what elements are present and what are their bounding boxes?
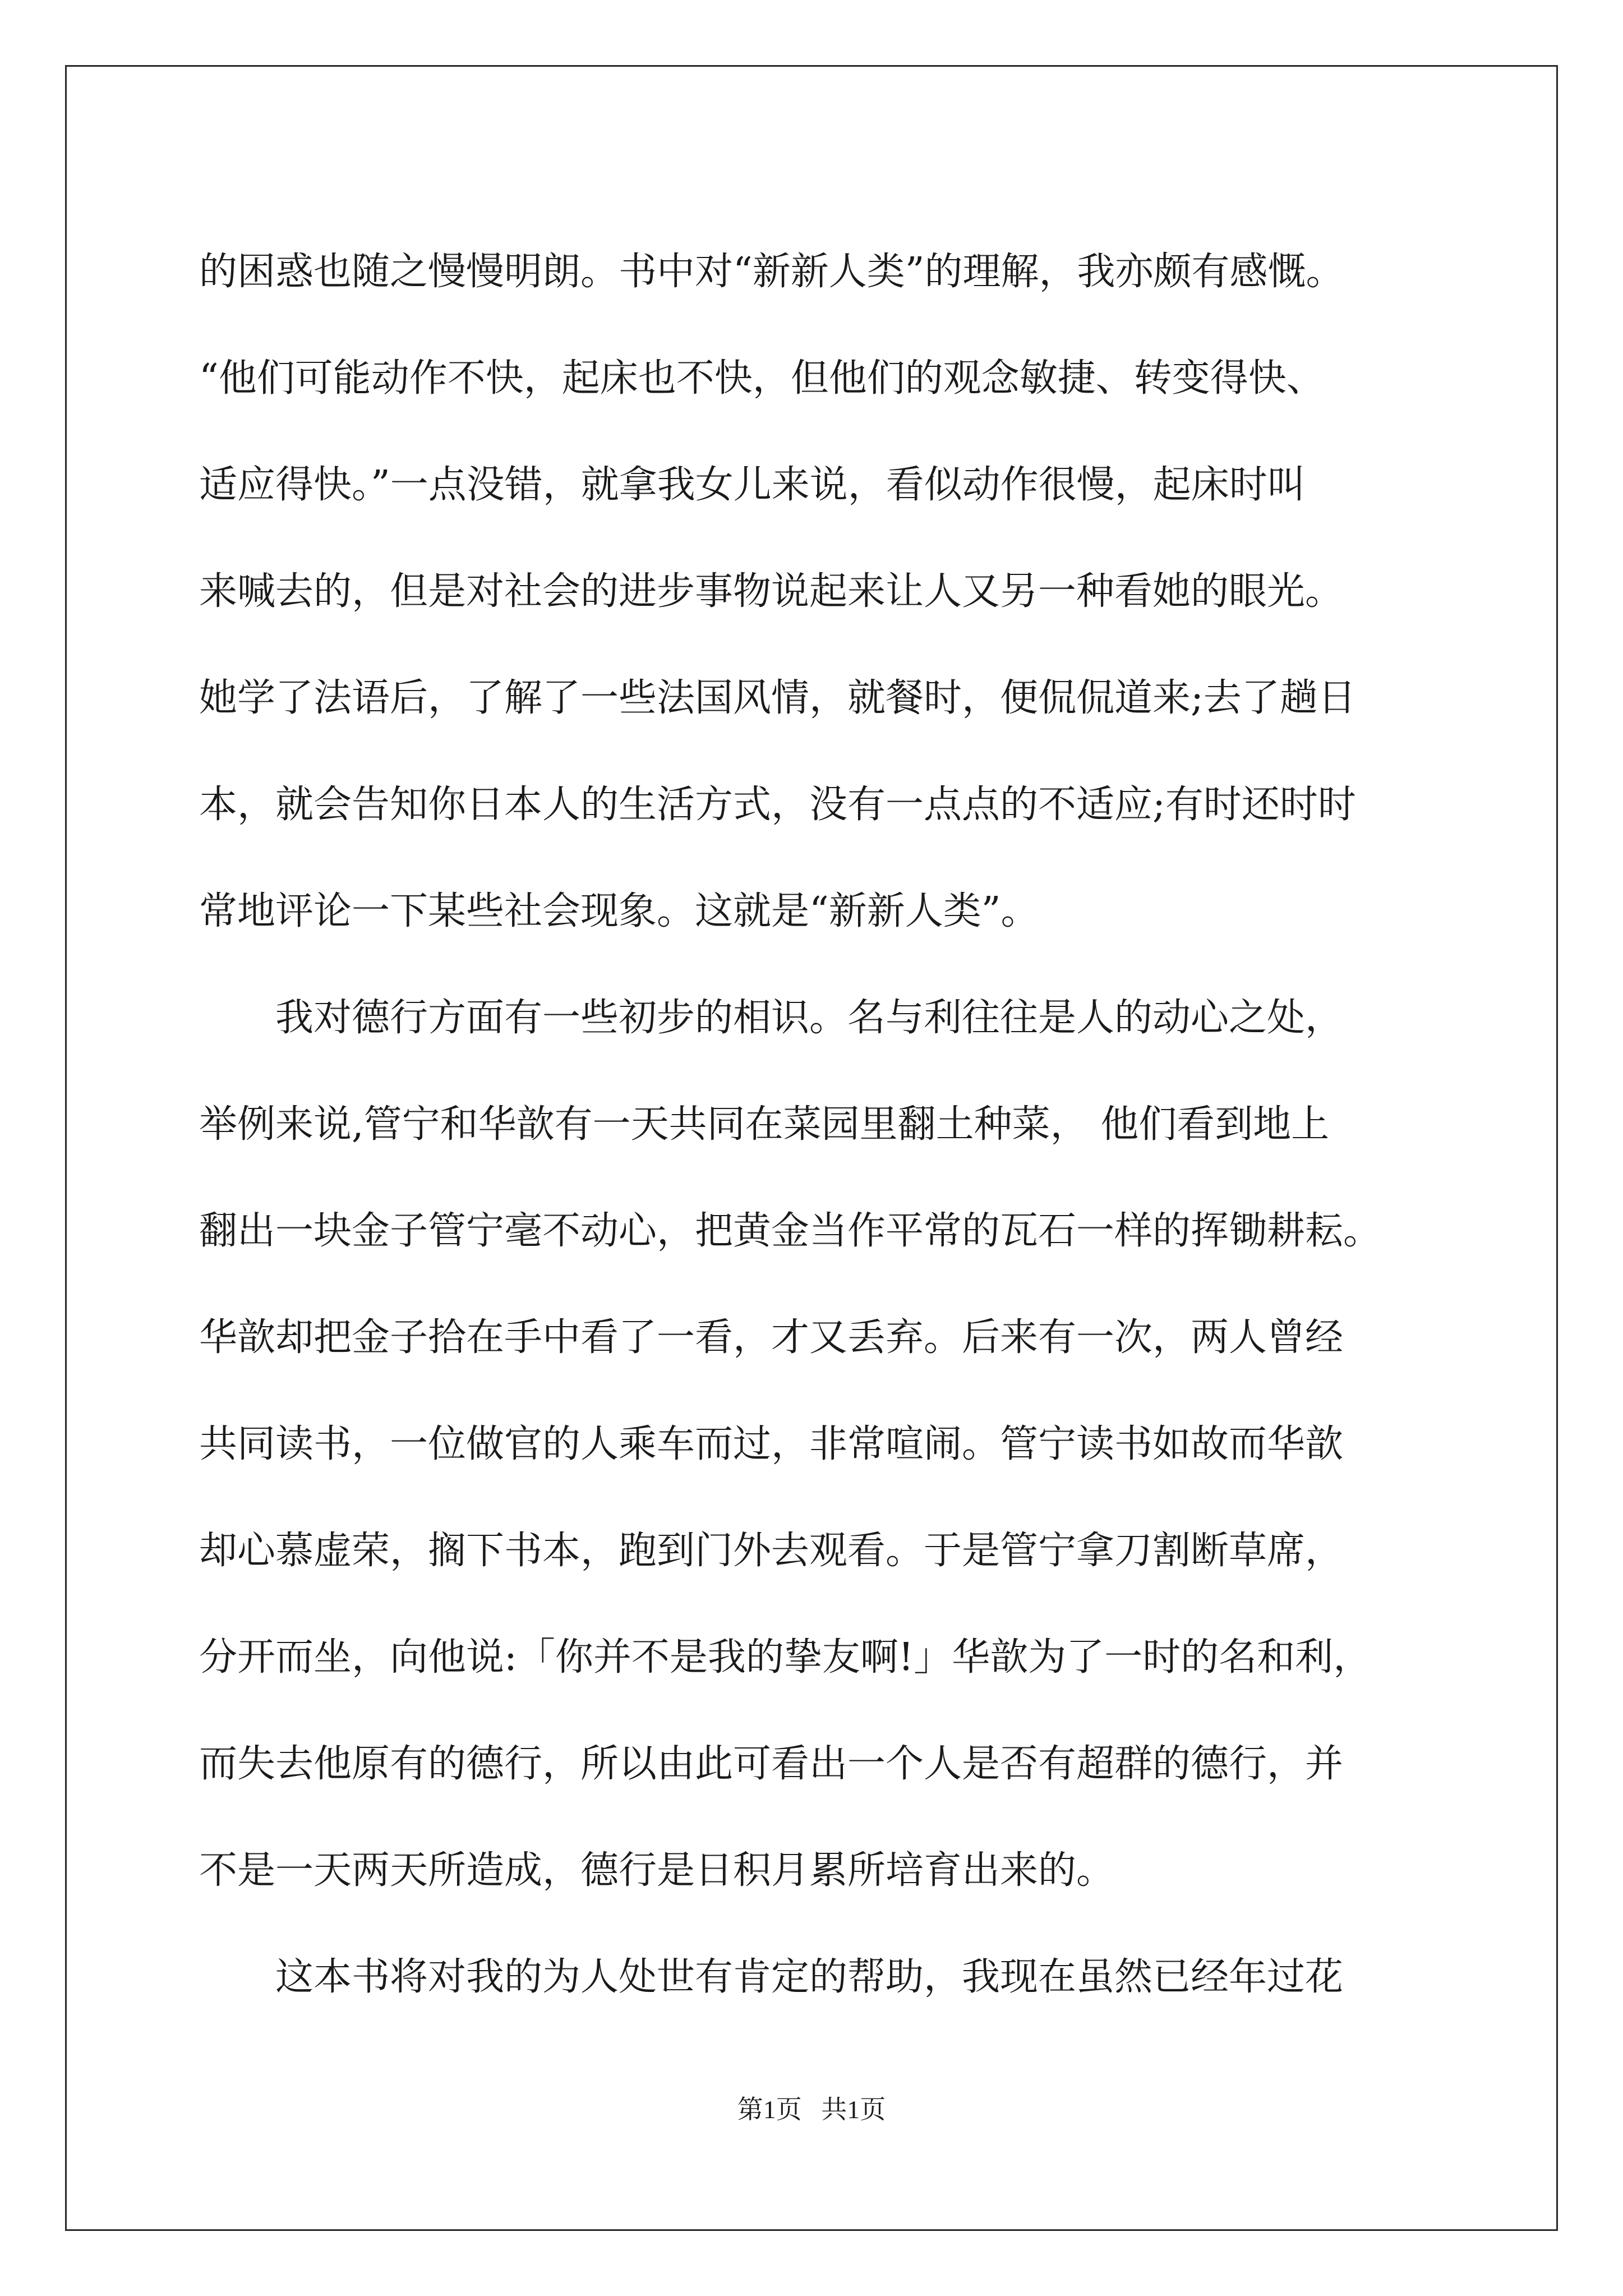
text-line: 本，就会告知你日本人的生活方式，没有一点点的不适应;有时还时时 (199, 783, 1356, 827)
text-line: 而失去他原有的德行，所以由此可看出一个人是否有超群的德行，并 (199, 1742, 1344, 1786)
text-line: 不是一天两天所造成，德行是日积月累所培育出来的。 (199, 1848, 1115, 1893)
document-body (199, 219, 1438, 2031)
text-line: 翻出一块金子管宁毫不动心，把黄金当作平常的瓦石一样的挥锄耕耘。 (199, 1209, 1382, 1253)
text-line: 共同读书，一位做官的人乘车而过，非常喧闹。管宁读书如故而华歆 (199, 1422, 1344, 1466)
text-line: 分开而坐，向他说:「你并不是我的挚友啊!」华歆为了一时的名和利， (199, 1635, 1372, 1680)
text-line: 她学了法语后，了解了一些法国风情，就餐时，便侃侃道来;去了趟日 (199, 676, 1356, 720)
text-line: 的困惑也随之慢慢明朗。书中对“新新人类”的理解，我亦颇有感慨。 (199, 250, 1344, 294)
text-line: 这本书将对我的为人处世有肯定的帮助，我现在虽然已经年过花 (199, 1955, 1344, 1999)
text-line: 来喊去的，但是对社会的进步事物说起来让人又另一种看她的眼光。 (199, 569, 1344, 614)
page-footer (0, 2089, 1623, 2126)
text-line: 举例来说,管宁和华歆有一天共同在菜园里翻土种菜， 他们看到地上 (199, 1102, 1330, 1147)
text-line: 华歆却把金子拾在手中看了一看，才又丢弃。后来有一次，两人曾经 (199, 1315, 1344, 1360)
text-line: 常地评论一下某些社会现象。这就是“新新人类”。 (199, 889, 1039, 933)
text-line: 却心慕虚荣，搁下书本，跑到门外去观看。于是管宁拿刀割断草席， (199, 1529, 1344, 1573)
text-line: 我对德行方面有一些初步的相识。名与利往往是人的动心之处， (199, 996, 1344, 1040)
text-line: 适应得快。”一点没错，就拿我女儿来说，看似动作很慢，起床时叫 (199, 463, 1306, 507)
page-total: 共1页 (821, 2095, 886, 2124)
page-number: 第1页 (737, 2095, 802, 2124)
text-line: “他们可能动作不快，起床也不快，但他们的观念敏捷、转变得快、 (199, 356, 1325, 401)
